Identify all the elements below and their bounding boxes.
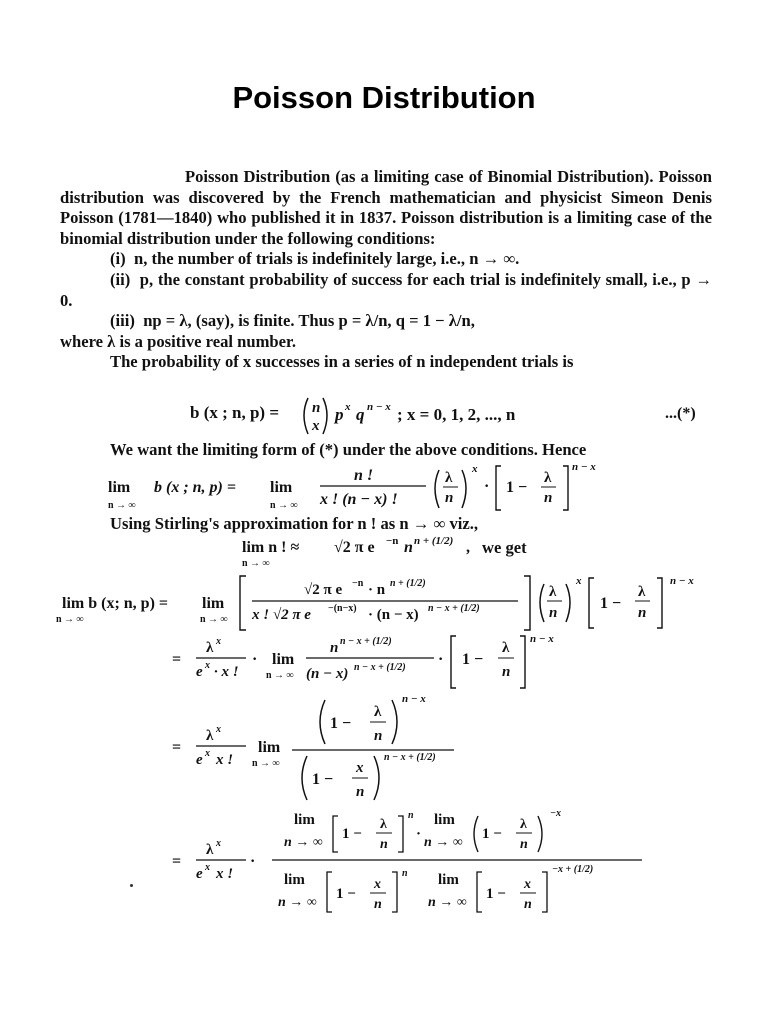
svg-text:λ: λ <box>206 728 214 744</box>
svg-text:n: n <box>374 897 382 912</box>
svg-text:λ: λ <box>374 704 382 720</box>
svg-text:x: x <box>356 760 364 776</box>
svg-text:x: x <box>374 877 381 892</box>
svg-text:n − x + (1/2): n − x + (1/2) <box>428 603 480 614</box>
svg-text:n: n <box>638 605 647 621</box>
svg-text:x: x <box>345 401 351 413</box>
svg-text:n − x + (1/2): n − x + (1/2) <box>354 662 406 673</box>
svg-text:n → ∞: n → ∞ <box>266 670 294 681</box>
svg-text:e: e <box>196 866 203 882</box>
svg-text:n → ∞: n → ∞ <box>242 558 270 569</box>
svg-text:lim: lim <box>272 651 295 668</box>
svg-text:,: , <box>466 539 470 556</box>
svg-text:−n: −n <box>352 578 364 589</box>
svg-text:1 −: 1 − <box>342 826 362 842</box>
svg-text:λ: λ <box>206 640 214 656</box>
svg-text:lim: lim <box>108 479 131 496</box>
svg-text:e: e <box>196 664 203 680</box>
svg-text:·: · <box>438 651 444 668</box>
limit-text: We want the limiting form of (*) under the above conditions. Hence <box>110 440 587 459</box>
svg-text:n: n <box>502 664 511 680</box>
svg-text:−x + (1/2): −x + (1/2) <box>552 864 594 875</box>
svg-text:lim: lim <box>294 812 315 828</box>
svg-text:x: x <box>205 660 210 671</box>
svg-text:1 −: 1 − <box>506 479 528 496</box>
svg-text:lim: lim <box>258 739 281 756</box>
svg-text:x !: x ! <box>216 752 234 768</box>
svg-text:1 −: 1 − <box>330 715 352 732</box>
svg-text:lim: lim <box>202 595 225 612</box>
svg-text:−n: −n <box>386 535 399 547</box>
svg-text:lim n ! ≈: lim n ! ≈ <box>242 539 300 556</box>
svg-text:n: n <box>524 897 532 912</box>
svg-text:x: x <box>205 748 210 759</box>
svg-text:n → ∞: n → ∞ <box>428 895 467 910</box>
svg-text:x !: x ! <box>216 866 234 882</box>
section-heading: Poisson Distribution (as a limiting case of Binomial Distribution). <box>185 167 654 186</box>
svg-text:n − x + (1/2): n − x + (1/2) <box>384 752 436 763</box>
svg-text:n !: n ! <box>354 467 374 484</box>
svg-text:n − x + (1/2): n − x + (1/2) <box>340 636 392 647</box>
we-get-text: we get <box>482 538 527 557</box>
svg-text:x: x <box>205 862 210 873</box>
svg-text:=: = <box>172 739 182 756</box>
svg-text:x: x <box>472 463 478 475</box>
svg-text:lim: lim <box>434 812 455 828</box>
svg-text:n − x: n − x <box>670 575 694 587</box>
svg-text:q: q <box>356 405 365 424</box>
stray-mark <box>130 884 133 887</box>
svg-text:1 −: 1 − <box>336 886 356 902</box>
svg-text:x: x <box>216 724 221 735</box>
svg-text:n: n <box>544 490 553 506</box>
page-title: Poisson Distribution <box>232 80 536 115</box>
svg-text:n − x: n − x <box>402 693 426 705</box>
svg-text:λ: λ <box>520 817 527 832</box>
where-text: where λ is a positive real number. <box>60 331 297 351</box>
svg-text:p: p <box>335 405 344 424</box>
svg-text:· (n − x): · (n − x) <box>368 607 419 623</box>
svg-text:n → ∞: n → ∞ <box>424 835 463 850</box>
probability-text: The probability of x successes in a series of n independent trials is <box>110 352 574 372</box>
svg-text:1 −: 1 − <box>600 595 622 612</box>
svg-text:lim: lim <box>438 872 459 888</box>
limit-equation <box>108 458 628 518</box>
svg-text:·: · <box>484 478 490 495</box>
derivation-step-1 <box>56 572 716 634</box>
svg-text:λ: λ <box>544 470 552 486</box>
svg-text:x: x <box>216 838 221 849</box>
svg-text:λ: λ <box>445 470 453 486</box>
svg-text:·: · <box>252 651 258 668</box>
intro-text: Poisson distribution was discovered by the French mathematician and physicist Simeon Denis Poisson (1781—1840) who published it in 1837. Poisson distribution is a limiting case of the binomial distribution under the following conditions: <box>60 167 712 248</box>
condition-3: (iii) np = λ, (say), is finite. Thus p = λ/n, q = 1 − λ/n, <box>110 311 475 331</box>
svg-text:1 −: 1 − <box>462 651 484 668</box>
svg-text:·: · <box>416 826 422 842</box>
svg-text:lim: lim <box>284 872 305 888</box>
svg-text:n: n <box>408 810 414 821</box>
svg-text:=: = <box>172 853 182 870</box>
svg-text:n + (1/2): n + (1/2) <box>390 578 426 589</box>
svg-text:1 −: 1 − <box>312 771 334 788</box>
derivation-step-4 <box>172 808 652 928</box>
svg-text:λ: λ <box>380 817 387 832</box>
condition-2: (ii) p, the constant probability of success for each trial is indefinitely small, i.e., p → 0. <box>60 269 712 310</box>
svg-text:n: n <box>374 728 383 744</box>
svg-text:n: n <box>356 784 365 800</box>
intro-paragraph <box>60 167 712 373</box>
svg-text:; x = 0, 1, 2, ..., n: ; x = 0, 1, 2, ..., n <box>397 405 516 424</box>
svg-text:n: n <box>404 539 413 556</box>
svg-text:λ: λ <box>549 584 557 600</box>
condition-1: (i) n, the number of trials is indefinitely large, i.e., n → ∞. <box>110 249 520 269</box>
svg-text:√2 π e: √2 π e <box>304 582 343 598</box>
svg-text:n: n <box>549 605 558 621</box>
svg-text:n → ∞: n → ∞ <box>252 758 280 769</box>
svg-text:−(n−x): −(n−x) <box>328 603 357 614</box>
binomial-equation <box>190 390 590 440</box>
svg-text:λ: λ <box>638 584 646 600</box>
svg-text:x ! √2 π e: x ! √2 π e <box>252 607 311 623</box>
svg-text:n − x: n − x <box>367 401 391 413</box>
derivation-step-2 <box>172 632 592 692</box>
svg-text:lim b (x; n, p) =: lim b (x; n, p) = <box>62 595 169 612</box>
svg-text:√2 π e: √2 π e <box>334 539 375 556</box>
svg-text:(n − x): (n − x) <box>306 666 349 682</box>
svg-text:1 −: 1 − <box>482 826 502 842</box>
svg-text:1 −: 1 − <box>486 886 506 902</box>
svg-text:λ: λ <box>206 842 214 858</box>
svg-text:x: x <box>312 418 320 434</box>
svg-text:n: n <box>330 640 339 656</box>
svg-text:=: = <box>172 651 182 668</box>
svg-text:n: n <box>445 490 454 506</box>
svg-text:b (x ; n, p) =: b (x ; n, p) = <box>190 403 280 422</box>
svg-text:n: n <box>380 837 388 852</box>
svg-text:n: n <box>402 868 408 879</box>
svg-text:n − x: n − x <box>530 633 554 645</box>
svg-text:n → ∞: n → ∞ <box>284 835 323 850</box>
svg-text:λ: λ <box>502 640 510 656</box>
svg-text:n → ∞: n → ∞ <box>270 500 298 511</box>
svg-text:n − x: n − x <box>572 461 596 473</box>
svg-text:n → ∞: n → ∞ <box>108 500 136 511</box>
derivation-step-3 <box>172 690 492 805</box>
svg-text:n → ∞: n → ∞ <box>56 614 84 625</box>
svg-text:·: · <box>250 853 256 870</box>
svg-text:x: x <box>576 575 582 587</box>
svg-text:· x !: · x ! <box>214 664 239 680</box>
svg-text:x ! (n − x) !: x ! (n − x) ! <box>320 491 398 508</box>
svg-text:· n: · n <box>368 582 386 598</box>
svg-text:n + (1/2): n + (1/2) <box>414 535 454 547</box>
svg-text:−x: −x <box>550 808 562 819</box>
svg-text:x: x <box>216 636 221 647</box>
stirling-text: Using Stirling's approximation for n ! as n → ∞ viz., <box>110 514 479 533</box>
svg-text:b (x ; n, p) =: b (x ; n, p) = <box>154 479 236 496</box>
svg-text:n → ∞: n → ∞ <box>278 895 317 910</box>
svg-text:n: n <box>312 400 321 416</box>
equation-tag: ...(*) <box>665 405 696 422</box>
svg-text:lim: lim <box>270 479 293 496</box>
svg-text:n → ∞: n → ∞ <box>200 614 228 625</box>
svg-text:e: e <box>196 752 203 768</box>
svg-text:n: n <box>520 837 528 852</box>
svg-text:x: x <box>524 877 531 892</box>
